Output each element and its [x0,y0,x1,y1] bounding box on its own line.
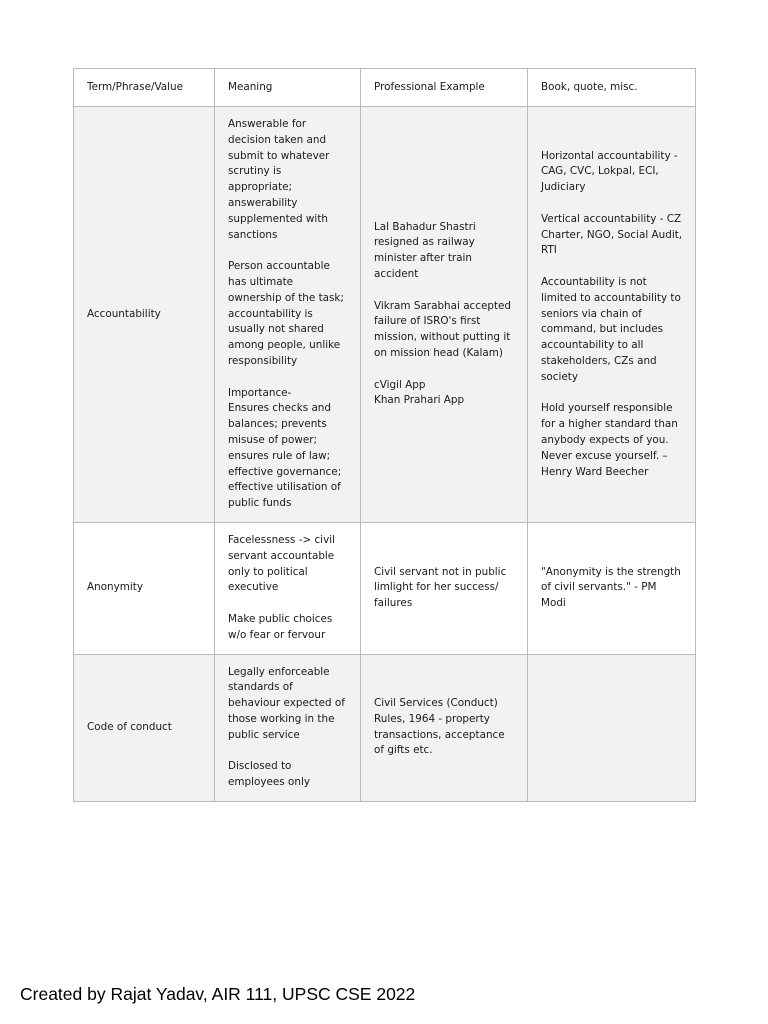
cell-line: of civil servants." - PM [541,581,657,594]
cell-line: mission, without putting it [374,331,511,344]
header-meaning: Meaning [215,69,361,107]
cell-line: w/o fear or fervour [228,628,326,641]
cell-paragraph [541,149,683,196]
cell-line: Facelessness -> civil [228,533,335,546]
misc-cell [528,522,696,654]
cell-line: appropriate; [228,181,293,194]
table-row [74,107,696,523]
cell-line: submit to whatever [228,149,330,162]
header-term: Term/Phrase/Value [74,69,215,107]
cell-line: has ultimate [228,275,294,288]
cell-paragraph [228,386,348,512]
cell-line: supplemented with [228,212,328,225]
cell-paragraph [541,401,683,480]
cell-line: Legally enforceable [228,665,330,678]
meaning-cell [215,654,361,801]
cell-paragraph [541,565,683,612]
cell-paragraph [374,565,515,612]
cell-line: Disclosed to [228,760,292,773]
cell-line: behaviour expected of [228,697,345,710]
footer-credit: Created by Rajat Yadav, AIR 111, UPSC CSE 2022 [20,984,416,1004]
cell-line: stakeholders, CZs and [541,354,657,367]
cell-line: Vertical accountability - CZ [541,212,682,225]
cell-line: accident [374,268,419,281]
cell-line: those working in the [228,712,335,725]
cell-line: executive [228,581,279,594]
cell-paragraph [541,212,683,259]
cell-line: Rules, 1964 - property [374,712,490,725]
term-cell: Code of conduct [74,654,215,801]
term-cell: Accountability [74,107,215,523]
meaning-cell [215,522,361,654]
cell-line: decision taken and [228,133,327,146]
cell-line: Judiciary [541,181,586,194]
cell-paragraph [374,696,515,759]
cell-line: minister after train [374,252,473,265]
cell-line: anybody expects of you. [541,433,669,446]
cell-line: answerability [228,196,298,209]
cell-line: among people, unlike [228,339,341,352]
cell-line: Person accountable [228,260,330,273]
cell-paragraph [541,275,683,386]
cell-line: Ensures checks and [228,402,331,415]
cell-line: RTI [541,244,557,257]
cell-line: Civil Services (Conduct) [374,697,498,710]
cell-line: Hold yourself responsible [541,402,673,415]
table-row [74,654,696,801]
cell-line: sanctions [228,228,278,241]
cell-line: Charter, NGO, Social Audit, [541,228,683,241]
cell-line: ownership of the task; [228,291,344,304]
cell-line: misuse of power; [228,433,318,446]
cell-line: scrutiny is [228,165,282,178]
cell-line: servant accountable [228,549,335,562]
example-cell [361,107,528,523]
cell-line: Make public choices [228,612,333,625]
cell-paragraph [228,665,348,744]
cell-line: employees only [228,776,310,789]
header-example: Professional Example [361,69,528,107]
cell-line: limlight for her success/ [374,581,499,594]
header-misc: Book, quote, misc. [528,69,696,107]
cell-line: Civil servant not in public [374,565,507,578]
cell-line: public funds [228,497,292,510]
cell-line: responsibility [228,354,298,367]
cell-line: cVigil App [374,378,426,391]
cell-line: on mission head (Kalam) [374,347,503,360]
cell-line: public service [228,728,300,741]
table-row [74,522,696,654]
cell-paragraph [228,759,348,791]
table-header-row [74,69,696,107]
term-cell: Anonymity [74,522,215,654]
cell-line: Accountability is not [541,275,647,288]
cell-line: Importance- [228,386,292,399]
meaning-cell [215,107,361,523]
cell-line: transactions, acceptance [374,728,505,741]
cell-line: Lal Bahadur Shastri [374,220,476,233]
cell-line: usually not shared [228,323,324,336]
cell-line: resigned as railway [374,236,475,249]
cell-paragraph [228,533,348,596]
cell-paragraph [228,612,348,644]
cell-paragraph [374,220,515,283]
example-cell [361,522,528,654]
cell-line: Henry Ward Beecher [541,465,649,478]
cell-line: standards of [228,681,293,694]
cell-line: "Anonymity is the strength [541,565,681,578]
cell-line: failure of ISRO's first [374,315,481,328]
cell-line: society [541,370,578,383]
cell-line: of gifts etc. [374,744,433,757]
cell-line: Answerable for [228,118,307,130]
cell-line: command, but includes [541,323,664,336]
cell-line: balances; prevents [228,418,327,431]
cell-line: accountability to all [541,339,644,352]
cell-line: limited to accountability to [541,291,681,304]
cell-paragraph [374,299,515,362]
example-cell [361,654,528,801]
cell-line: seniors via chain of [541,307,642,320]
cell-line: failures [374,597,413,610]
cell-paragraph [374,378,515,410]
cell-line: Khan Prahari App [374,394,465,407]
misc-cell [528,107,696,523]
cell-line: Vikram Sarabhai accepted [374,299,512,312]
cell-line: Horizontal accountability - [541,149,678,162]
misc-cell [528,654,696,801]
cell-line: Never excuse yourself. – [541,449,668,462]
cell-line: accountability is [228,307,313,320]
cell-line: only to political [228,565,308,578]
cell-paragraph [228,117,348,243]
terms-table [73,68,696,802]
cell-line: effective utilisation of [228,481,341,494]
cell-line: ensures rule of law; [228,449,331,462]
cell-line: Modi [541,597,566,610]
cell-line: effective governance; [228,465,342,478]
cell-paragraph [228,259,348,370]
cell-line: CAG, CVC, Lokpal, ECI, [541,165,659,178]
cell-line: for a higher standard than [541,418,678,431]
